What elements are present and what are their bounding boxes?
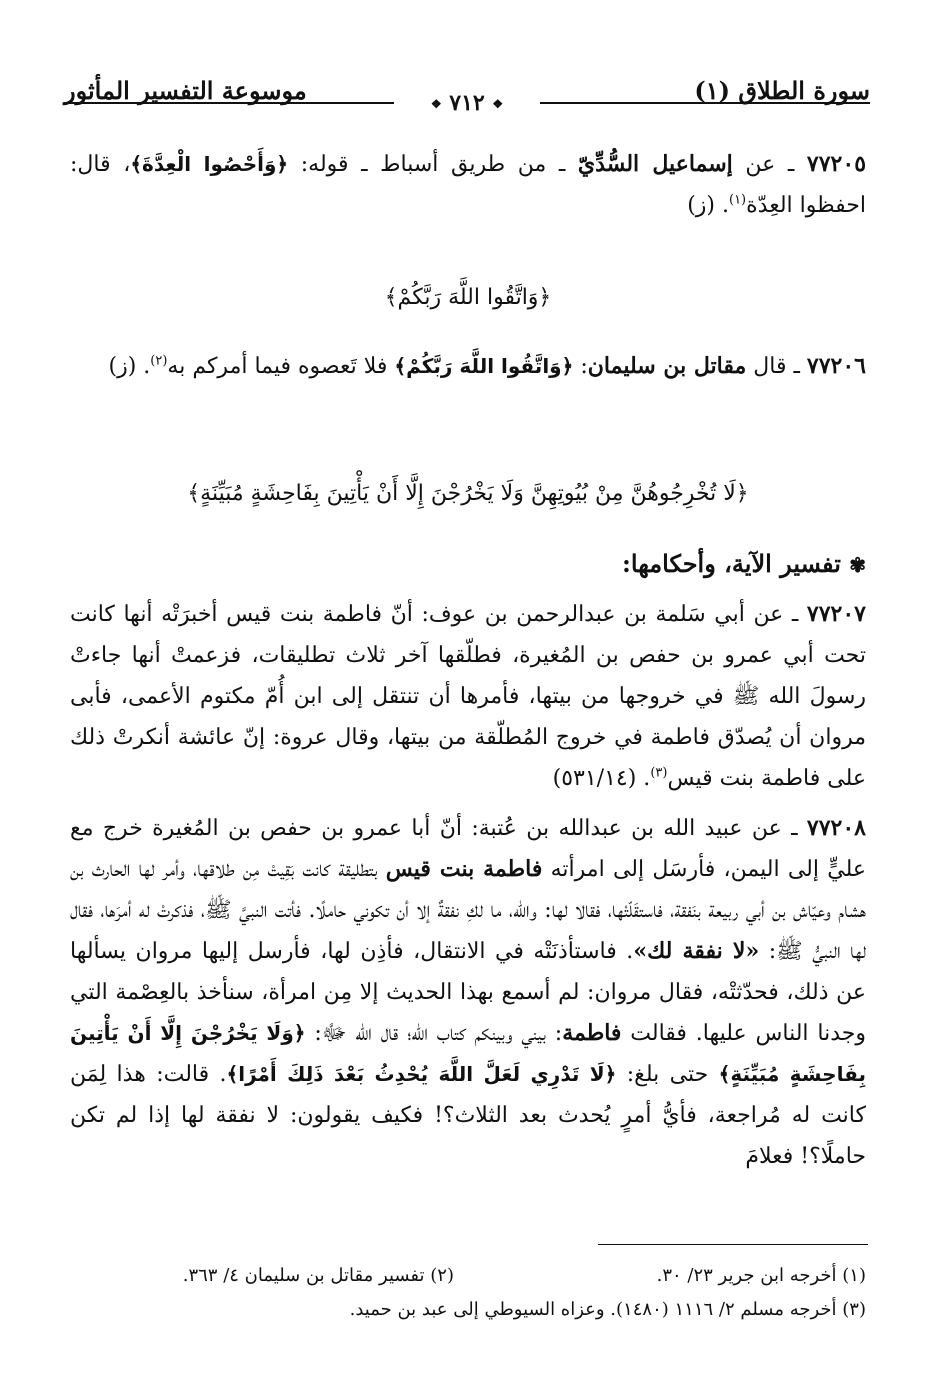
entry-number: ٧٧٢٠٦: [806, 353, 866, 379]
entry-77207: [70, 594, 866, 799]
entry-text: : بيني وبينكم كتاب الله؛ قال الله ﷻ:: [305, 1021, 563, 1046]
entry-number: ٧٧٢٠٨: [806, 815, 866, 841]
entry-text: ، قال: احفظوا العِدّة: [70, 152, 866, 218]
entry-text: حتى بلغ:: [616, 1062, 719, 1087]
ornament-icon: ❖: [492, 97, 504, 111]
source-tag: . (ز): [108, 354, 151, 379]
surah-title: سورة الطلاق (١): [694, 76, 870, 105]
running-header: [64, 62, 870, 116]
flower-icon: ✾: [849, 553, 866, 577]
footnote-ref[interactable]: (٣): [650, 765, 668, 781]
section-heading: [70, 546, 866, 583]
ornament-icon: ❖: [430, 97, 442, 111]
footnote-ref[interactable]: (٢): [150, 353, 168, 369]
header-rule-right: [540, 102, 870, 104]
narrator-name: إسماعيل السُّدِّيّ: [577, 151, 733, 177]
person-name: فاطمة: [562, 1020, 622, 1046]
prophet-quote: «لا نفقة لك»: [633, 938, 760, 964]
entry-text: ـ عن أبي سَلمة بن عبدالرحمن بن عوف: أنّ فاطمة بنت قيس أخبرَتْه أنها كانت تحت أبي عمرو بن حفص بن المُغيرة، فطلّقها آخر ثلاث تطليقات، فزعمتْ أنها جاءتْ رسولَ الله ﷺ في خروجها من بيتها، فأمرها أن تنتقل إلى ابن أُمّ مكتوم الأعمى، فأبى مروان أن يُصدّق فاطمة في خروج المُطلّقة من بيتها، وقال عروة: إنّ عائشة أنكرتْ ذلك على فاطمة بنت قيس: [70, 602, 866, 791]
source-tag: . (ز): [687, 193, 729, 218]
quran-quote: ﴿وَلَا يَخْرُجْنَ إِلَّا أَنْ يَأْتِينَ بِفَاحِشَةٍ مُبَيِّنَةٍ﴾: [70, 1021, 866, 1086]
entry-text: فلا تَعصوه فيما أمركم به: [167, 354, 395, 379]
work-title: موسوعة التفسير المأثور: [64, 76, 307, 105]
entry-text: . قالت: هذا لِمَن كانت له مُراجعة، فأيُّ أمرٍ يُحدث بعد الثلاث؟! فكيف يقولون: لا نفقة لها إذا لم تكن حاملًا؟! فعلامَ: [70, 1062, 866, 1169]
quran-quote: ﴿لَا تَدْرِي لَعَلَّ اللَّهَ يُحْدِثُ بَعْدَ ذَلِكَ أَمْرًا﴾: [226, 1062, 617, 1086]
quran-quote: ﴿وَاتَّقُوا اللَّهَ رَبَّكُمْ﴾: [394, 354, 574, 378]
entry-text: :: [573, 354, 588, 379]
quran-quote: ﴿وَأَحْصُوا الْعِدَّةَ﴾: [130, 152, 289, 176]
verse-heading: ﴿وَاتَّقُوا اللَّهَ رَبَّكُمْ﴾: [384, 285, 552, 310]
entry-text: . فاستأذنَتْه في الانتقال، فأذِن لها، فأرسل إليها مروان يسألها عن ذلك، فحدّثتْه، فقال مروان: لم أسمع بهذا الحديث إلا مِن امرأة، سنأخذ بالعِصْمة التي وجدنا الناس عليها. فقالت: [70, 939, 866, 1046]
entry-77206: [70, 346, 866, 387]
footnote-3: (٣) أخرجه مسلم ٢/ ١١١٦ (١٤٨٠). وعزاه السيوطي إلى عبد بن حميد.: [349, 1299, 866, 1320]
entry-number: ٧٧٢٠٧: [806, 601, 866, 627]
footnote-2: (٢) تفسير مقاتل بن سليمان ٤/ ٣٦٣.: [182, 1265, 454, 1286]
entry-text: ـ عن عبيد الله بن عبدالله بن عُتبة: أنّ أبا عمرو بن حفص بن المُغيرة خرج مع عليٍّ إلى اليمن، فأرسَل إلى امرأته: [70, 816, 866, 882]
header-rule-left: [64, 102, 394, 104]
entry-text: ـ قال: [746, 354, 800, 379]
page-number: [404, 92, 530, 115]
entry-number: ٧٧٢٠٥: [806, 151, 867, 177]
source-tag: . (٥٣١/١٤): [552, 766, 651, 791]
entry-text: ـ من طريق أسباط ـ قوله:: [288, 152, 578, 177]
page-number-value: ٧١٢: [449, 90, 485, 116]
footnote-1: (١) أخرجه ابن جرير ٢٣/ ٣٠.: [656, 1265, 866, 1286]
narrator-name: مقاتل بن سليمان: [587, 353, 747, 379]
verse-heading: ﴿لَا تُخْرِجُوهُنَّ مِنْ بُيُوتِهِنَّ وَلَا يَخْرُجْنَ إِلَّا أَنْ يَأْتِينَ بِفَاحِشَةٍ مُبَيِّنَةٍ﴾: [187, 481, 749, 506]
footnote-separator: [598, 1244, 868, 1245]
entry-77208: [70, 808, 866, 1177]
footnote-ref[interactable]: (١): [728, 192, 747, 208]
section-heading-text: تفسير الآية، وأحكامها:: [622, 549, 841, 578]
entry-text: ـ عن: [732, 152, 795, 177]
entry-text: بتطليقة كانت بَقِيتْ مِن طلاقها، وأمر لها الحارث بن هشام وعيّاش بن أبي ربيعة بنَفقة، فاستقَلّتْها، فقالا لها: والله، ما لكِ نفقةٌ إلا أن تكوني حاملًا. فأتت النبيَّ ﷺ، فذكرتْ له أمرَها، فقال لها النبيُّ ﷺ:: [70, 857, 866, 964]
entry-77205: [70, 144, 866, 226]
person-name: فاطمة بنت قيس: [385, 856, 543, 882]
